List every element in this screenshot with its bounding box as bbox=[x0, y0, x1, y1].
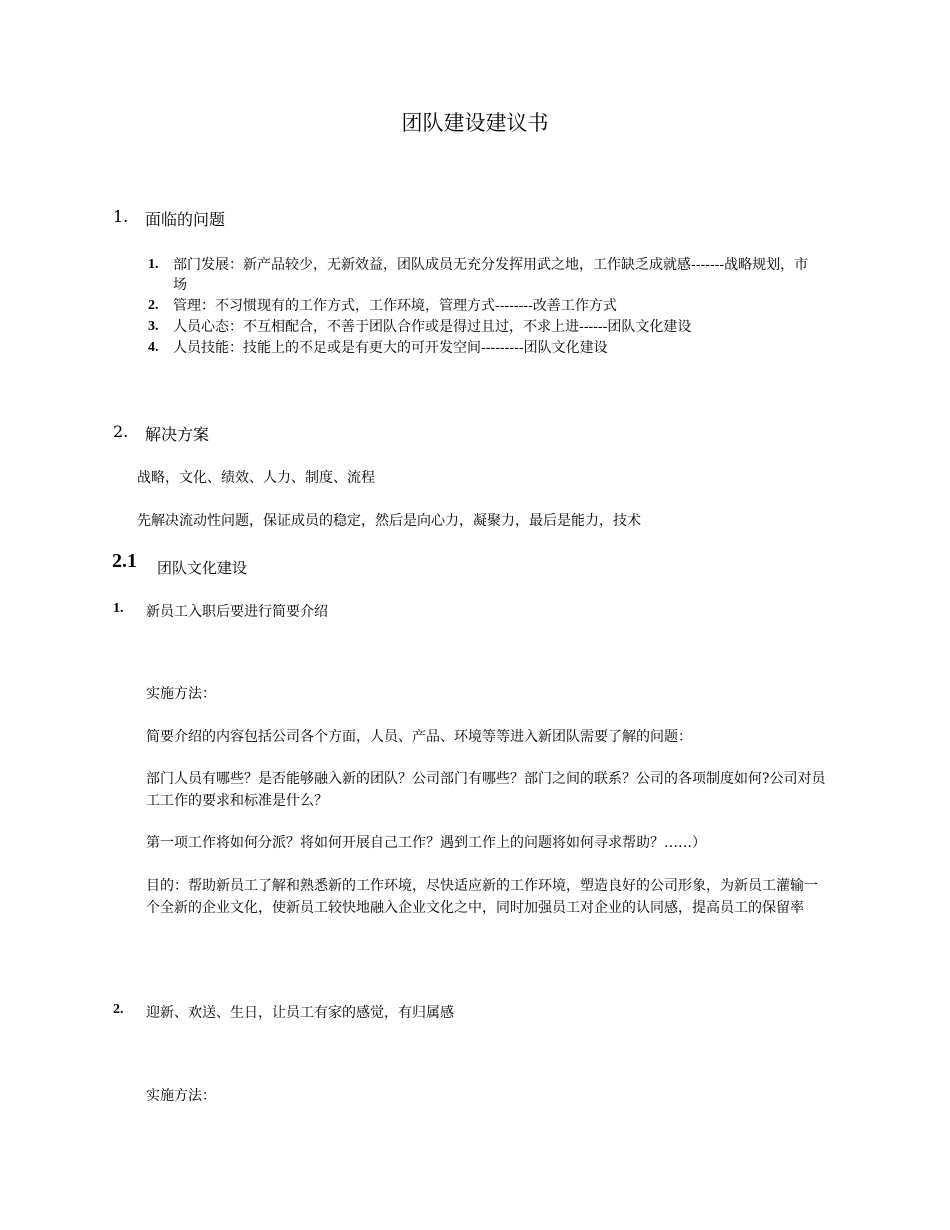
list-item-number: 3. bbox=[148, 319, 159, 334]
list-item bbox=[148, 296, 828, 316]
paragraph: 先解决流动性问题，保证成员的稳定，然后是向心力，凝聚力，最后是能力，技术 bbox=[137, 513, 641, 529]
paragraph: 第一项工作将如何分派？将如何开展自己工作？遇到工作上的问题将如何寻求帮助？……） bbox=[146, 835, 706, 851]
list-item bbox=[148, 255, 828, 295]
list-item bbox=[148, 338, 828, 358]
item-heading bbox=[113, 601, 513, 621]
list-item bbox=[148, 317, 828, 337]
subsection-number: 2.1 bbox=[112, 550, 137, 572]
method-label: 实施方法： bbox=[146, 686, 216, 702]
section-1-number: 1. bbox=[113, 207, 129, 226]
list-item-number: 4. bbox=[148, 340, 159, 355]
item-number: 1. bbox=[113, 601, 124, 616]
paragraph: 部门人员有哪些？是否能够融入新的团队？公司部门有哪些？部门之间的联系？公司的各项制度如何?公司对员工工作的要求和标准是什么？ bbox=[146, 771, 826, 809]
section-2-heading bbox=[113, 422, 413, 444]
list-item-text: 人员技能：技能上的不足或是有更大的可开发空间---------团队文化建设 bbox=[173, 340, 608, 356]
section-1-heading bbox=[113, 207, 413, 229]
item-number: 2. bbox=[113, 1002, 124, 1017]
list-item-text: 人员心态：不互相配合，不善于团队合作或是得过且过，不求上进------团队文化建设 bbox=[173, 319, 692, 335]
document-title: 团队建设建议书 bbox=[401, 111, 549, 135]
purpose-paragraph: 目的：帮助新员工了解和熟悉新的工作环境，尽快适应新的工作环境，塑造良好的公司形象，为新员工灌输一个全新的企业文化，使新员工较快地融入企业文化之中，同时加强员工对企业的认同感，提高员工的保留率 bbox=[146, 878, 818, 916]
list-item-text: 部门发展：新产品较少，无新效益，团队成员无充分发挥用武之地，工作缺乏成就感-------战略规划，市场 bbox=[173, 257, 809, 293]
list-item-number: 2. bbox=[148, 298, 159, 313]
list-item-text: 管理：不习惯现有的工作方式，工作环境，管理方式--------改善工作方式 bbox=[173, 298, 617, 314]
section-1-title: 面临的问题 bbox=[145, 210, 226, 229]
item-title: 迎新、欢送、生日，让员工有家的感觉，有归属感 bbox=[146, 1005, 454, 1021]
list-item-number: 1. bbox=[148, 257, 159, 272]
paragraph: 简要介绍的内容包括公司各个方面，人员、产品、环境等等进入新团队需要了解的问题： bbox=[146, 729, 692, 745]
item-title: 新员工入职后要进行简要介绍 bbox=[146, 604, 328, 620]
subsection-title: 团队文化建设 bbox=[157, 559, 248, 577]
section-2-number: 2. bbox=[113, 422, 129, 441]
paragraph: 战略，文化、绩效、人力、制度、流程 bbox=[137, 470, 375, 486]
method-label: 实施方法： bbox=[146, 1088, 216, 1104]
section-2-title: 解决方案 bbox=[145, 425, 210, 444]
item-heading bbox=[113, 1002, 613, 1022]
